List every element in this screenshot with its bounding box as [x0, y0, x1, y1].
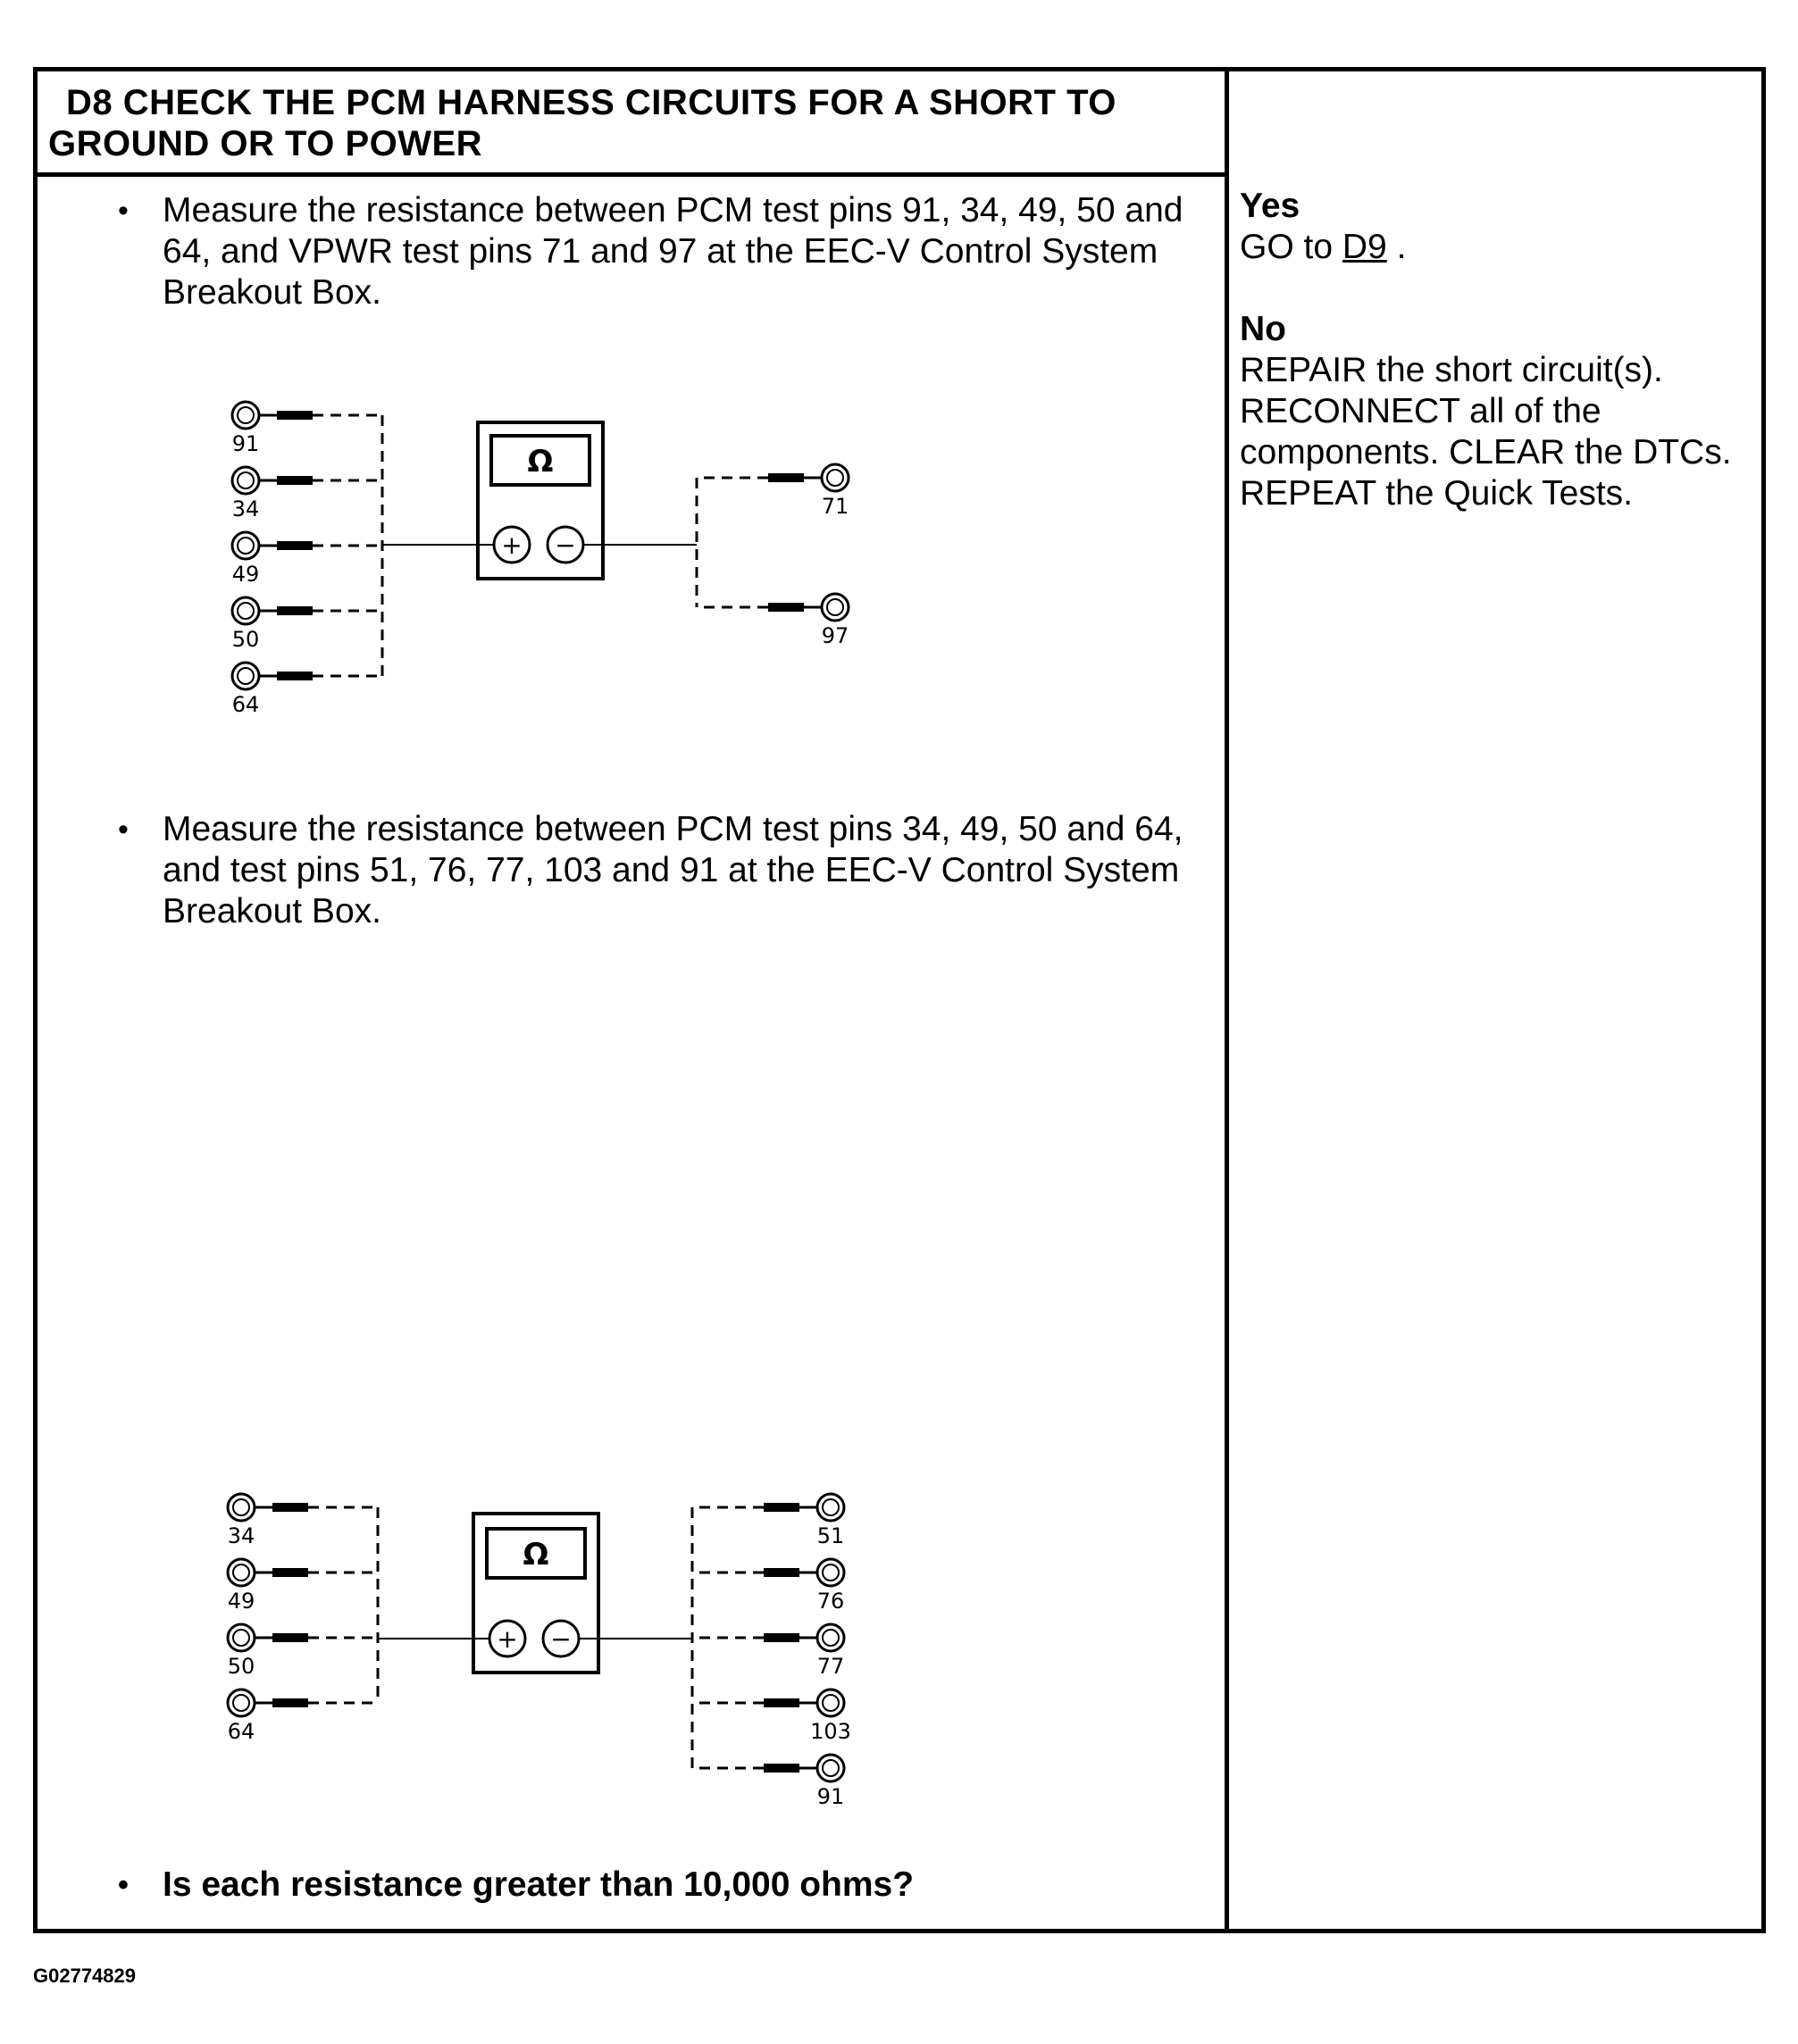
plus-terminal-icon: + — [501, 530, 523, 560]
title-line-1: D8 CHECK THE PCM HARNESS CIRCUITS FOR A SHORT TO — [66, 83, 1116, 122]
goto-d9-link[interactable]: D9 — [1342, 228, 1387, 266]
test-pin-49 — [228, 1559, 378, 1614]
bullet: • — [118, 813, 129, 847]
pin-label: 71 — [821, 494, 849, 519]
step-text: Measure the resistance between PCM test pins 34, 49, 50 and 64, and test pins 51, 76, 77, 103 and 91 at the EEC-V Control System Breakout Box. — [163, 810, 1183, 930]
question-text: Is each resistance greater than 10,000 ohms? — [163, 1865, 915, 1904]
figure-code: G02774829 — [33, 1965, 136, 1987]
pin-label: 91 — [231, 431, 260, 456]
pin-label: 51 — [816, 1523, 845, 1548]
right-pin-group — [579, 1494, 851, 1809]
test-pin-91 — [692, 1755, 844, 1809]
pin-label: 64 — [227, 1719, 255, 1744]
test-pin-103 — [692, 1689, 851, 1744]
test-pin-64 — [232, 663, 382, 717]
yes-prefix: GO to — [1240, 228, 1342, 266]
no-label: No — [1240, 310, 1286, 348]
minus-terminal-icon: − — [555, 530, 576, 560]
title-line-2: GROUND OR TO POWER — [48, 124, 483, 163]
wiring-diagram-2 — [210, 1482, 871, 1822]
step-1 — [118, 190, 1208, 313]
no-action: REPAIR the short circuit(s). RECONNECT all of the components. CLEAR the DTCs. REPEAT the Quick Tests. — [1240, 351, 1732, 513]
test-pin-51 — [692, 1494, 844, 1548]
pin-label: 50 — [231, 627, 260, 652]
test-pin-76 — [692, 1559, 844, 1614]
pin-label: 49 — [227, 1589, 255, 1614]
ohmmeter — [473, 1514, 598, 1673]
header-divider — [38, 172, 1225, 177]
test-pin-77 — [692, 1624, 844, 1679]
left-pin-group — [228, 1494, 489, 1744]
test-pin-91 — [232, 402, 382, 456]
pin-label: 64 — [231, 692, 260, 717]
left-pin-group — [232, 402, 494, 717]
pin-label: 76 — [816, 1589, 845, 1614]
test-pin-34 — [228, 1494, 378, 1548]
test-pin-64 — [228, 1689, 378, 1744]
plus-terminal-icon: + — [497, 1624, 518, 1654]
test-pin-97 — [697, 594, 849, 648]
ohm-icon: Ω — [523, 1537, 549, 1573]
right-pin-group — [583, 464, 849, 648]
pin-label: 49 — [231, 562, 260, 587]
pin-label: 34 — [227, 1523, 255, 1548]
pin-label: 103 — [810, 1719, 851, 1744]
test-pin-34 — [232, 467, 382, 521]
test-pin-50 — [228, 1624, 378, 1679]
test-pin-49 — [232, 532, 382, 587]
column-divider — [1225, 71, 1229, 1929]
procedure-title — [48, 82, 1209, 164]
bullet: • — [118, 1868, 129, 1902]
test-pin-50 — [232, 597, 382, 652]
step-question — [118, 1865, 1208, 1906]
yes-action — [1240, 227, 1740, 268]
yes-suffix: . — [1386, 228, 1407, 266]
wiring-diagram-1 — [214, 384, 875, 723]
pin-label: 91 — [816, 1784, 845, 1809]
bullet: • — [118, 194, 129, 228]
ohmmeter — [478, 422, 603, 579]
step-text: Measure the resistance between PCM test pins 91, 34, 49, 50 and 64, and VPWR test pins 71 and 97 at the EEC-V Control System Breakout Box. — [163, 191, 1183, 312]
pin-label: 34 — [231, 496, 260, 521]
step-2 — [118, 809, 1208, 932]
minus-terminal-icon: − — [550, 1624, 572, 1654]
yes-label: Yes — [1240, 187, 1300, 225]
answers-column — [1240, 186, 1740, 514]
pin-label: 50 — [227, 1654, 255, 1679]
pin-label: 77 — [816, 1654, 845, 1679]
ohm-icon: Ω — [527, 444, 554, 480]
test-pin-71 — [697, 464, 849, 519]
pin-label: 97 — [821, 623, 849, 648]
